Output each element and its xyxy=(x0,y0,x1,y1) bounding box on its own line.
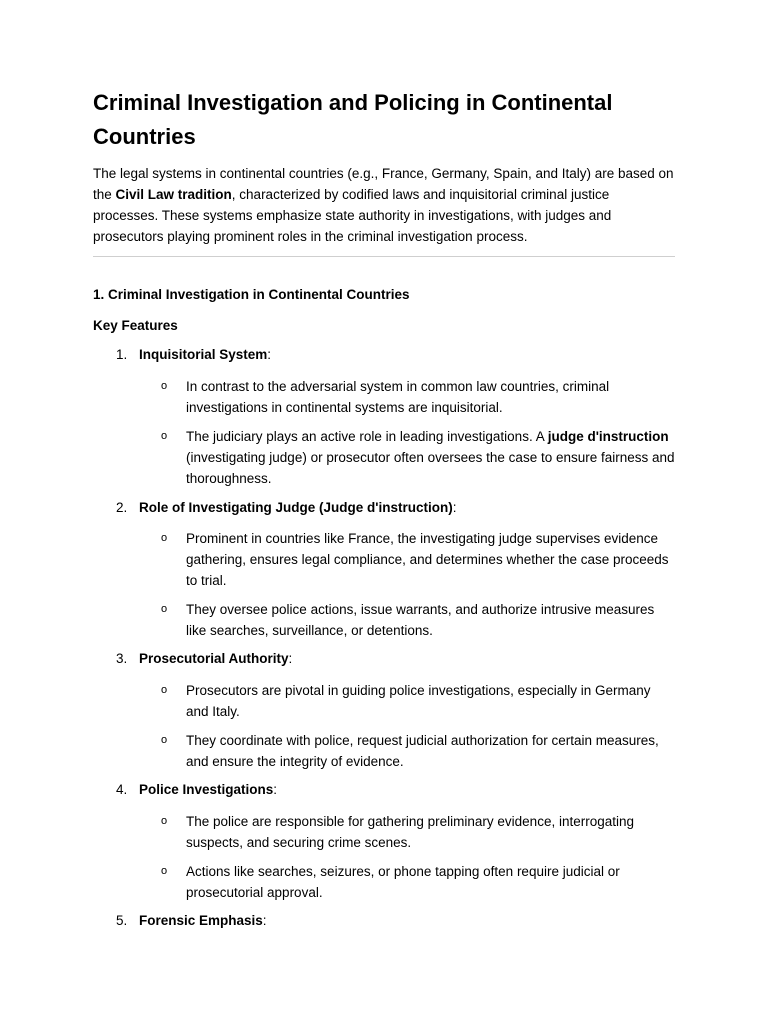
item-heading xyxy=(139,649,292,669)
bullet-text xyxy=(186,426,676,489)
bullet-mark: o xyxy=(161,684,168,696)
bullet-text: Prosecutors are pivotal in guiding police investigations, especially in Germany and Italy. xyxy=(186,683,651,719)
item-number: 5. xyxy=(116,913,128,928)
document-title: Criminal Investigation and Policing in Continental Countries xyxy=(93,90,613,149)
item-colon: : xyxy=(273,782,278,797)
bullet-text: The police are responsible for gathering preliminary evidence, interrogating suspects, and securing crime scenes. xyxy=(186,814,634,850)
horizontal-divider xyxy=(93,256,675,257)
item-heading-text: Prosecutorial Authority xyxy=(139,651,289,666)
section-heading: 1. Criminal Investigation in Continental Countries xyxy=(93,287,410,302)
bullet-mark: o xyxy=(161,865,168,877)
bullet-text: In contrast to the adversarial system in common law countries, criminal investigations in continental systems are inquisitorial. xyxy=(186,379,610,415)
intro-text-part1: The legal systems in continental countries (e.g., France, Germany, Spain, and Italy) are based on the xyxy=(93,166,674,202)
item-colon: : xyxy=(452,500,457,515)
bullet-mark: o xyxy=(161,430,168,442)
item-number: 4. xyxy=(116,782,128,797)
bullet-text-post: (investigating judge) or prosecutor often oversees the case to ensure fairness and thoroughness. xyxy=(186,450,675,486)
item-heading-text: Forensic Emphasis xyxy=(139,913,263,928)
item-heading xyxy=(139,780,277,800)
intro-paragraph xyxy=(93,163,678,247)
intro-text-part2: , characterized by codified laws and inquisitorial criminal justice processes. These systems emphasize state authority in investigations, with judges and prosecutors playing prominent roles in the criminal investigation process. xyxy=(93,187,612,244)
item-colon: : xyxy=(288,651,293,666)
bullet-mark: o xyxy=(161,380,168,392)
item-heading xyxy=(139,911,267,931)
item-heading-text: Role of Investigating Judge (Judge d'instruction) xyxy=(139,500,453,515)
item-heading-text: Police Investigations xyxy=(139,782,274,797)
item-heading xyxy=(139,498,456,518)
item-number: 3. xyxy=(116,651,128,666)
bullet-mark: o xyxy=(161,815,168,827)
bullet-mark: o xyxy=(161,532,168,544)
item-heading-text: Inquisitorial System xyxy=(139,347,268,362)
bullet-text: They coordinate with police, request judicial authorization for certain measures, and ensure the integrity of evidence. xyxy=(186,733,659,769)
bullet-mark: o xyxy=(161,603,168,615)
bullet-mark: o xyxy=(161,734,168,746)
item-number: 2. xyxy=(116,500,128,515)
intro-bold-term: Civil Law tradition xyxy=(115,187,232,202)
item-heading xyxy=(139,345,271,365)
item-colon: : xyxy=(262,913,267,928)
bullet-text: Actions like searches, seizures, or phone tapping often require judicial or prosecutorial approval. xyxy=(186,864,620,900)
bullet-bold-term: judge d'instruction xyxy=(547,429,669,444)
subheading-key-features: Key Features xyxy=(93,318,178,333)
bullet-text: Prominent in countries like France, the investigating judge supervises evidence gathering, ensures legal compliance, and determines whether the case proceeds to trial. xyxy=(186,531,669,588)
item-number: 1. xyxy=(116,347,128,362)
item-colon: : xyxy=(267,347,272,362)
bullet-text: They oversee police actions, issue warrants, and authorize intrusive measures like searches, surveillance, or detentions. xyxy=(186,602,655,638)
bullet-text-pre: The judiciary plays an active role in leading investigations. A xyxy=(186,429,548,444)
